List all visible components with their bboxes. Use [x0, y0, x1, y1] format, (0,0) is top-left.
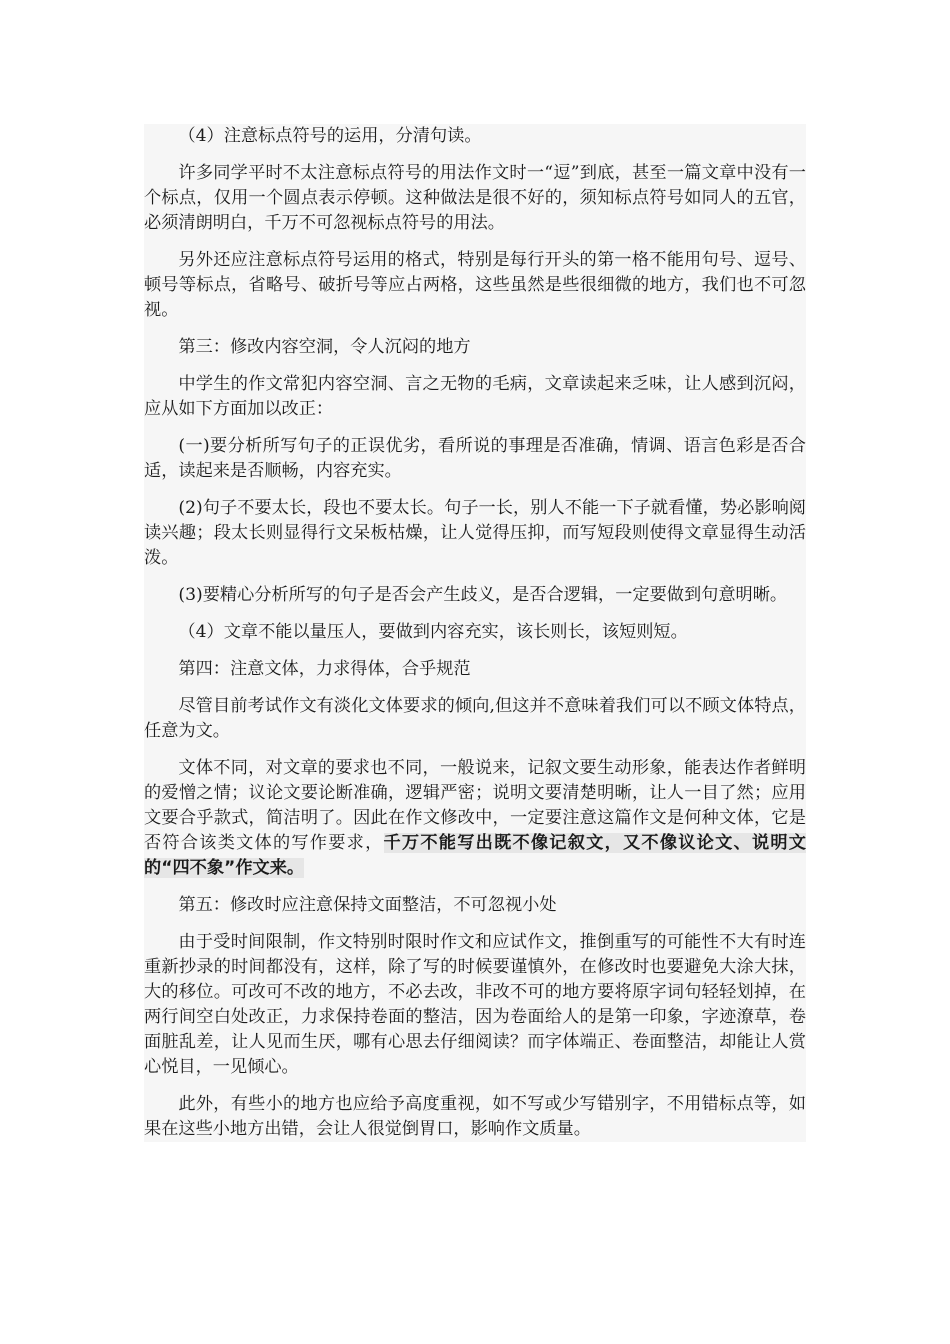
section-heading-three: 第三：修改内容空洞，令人沉闷的地方	[178, 337, 471, 357]
paragraph: 尽管目前考试作文有淡化文体要求的倾向,但这并不意味着我们可以不顾文体特点，任意为文。	[144, 696, 806, 741]
paragraph: 中学生的作文常犯内容空洞、言之无物的毛病，文章读起来乏味，让人感到沉闷，应从如下方面加以改正：	[144, 374, 806, 419]
paragraph: 另外还应注意标点符号运用的格式，特别是每行开头的第一格不能用句号、逗号、顿号等标点，省略号、破折号等应占两格，这些虽然是些很细微的地方，我们也不可忽视。	[144, 250, 806, 320]
list-item: (3)要精心分析所写的句子是否会产生歧义，是否合逻辑，一定要做到句意明晰。	[178, 585, 788, 605]
text-body	[144, 124, 806, 1142]
paragraph-text: 文体不同，对文章的要求也不同，一般说来，记叙文要生动形象，能表达作者鲜明的爱憎之情；议论文要论断准确，逻辑严密；说明文要清楚明晰，让人一目了然；应用文要合乎款式，简洁明了。因此在作文修改中，一定要注意这篇作文是何种文体，它是否符合该类文体的写作要求，	[144, 758, 806, 853]
section-heading-four: 第四：注意文体，力求得体，合乎规范	[178, 659, 471, 679]
list-item: （4）文章不能以量压人，要做到内容充实，该长则长，该短则短。	[178, 622, 688, 642]
paragraph-with-emphasis	[144, 756, 806, 881]
paragraph: 此外，有些小的地方也应给予高度重视，如不写或少写错别字，不用错标点等，如果在这些小地方出错，会让人很觉倒胃口，影响作文质量。	[144, 1094, 806, 1139]
list-item: (2)句子不要太长，段也不要太长。句子一长，别人不能一下子就看懂，势必影响阅读兴趣；段太长则显得行文呆板枯燥，让人觉得压抑，而写短段则使得文章显得生动活泼。	[144, 498, 806, 568]
paragraph: 由于受时间限制，作文特别时限时作文和应试作文，推倒重写的可能性不大有时连重新抄录的时间都没有，这样，除了写的时候要谨慎外，在修改时也要避免大涂大抹，大的移位。可改可不改的地方，不必去改，非改不可的地方要将原字词句轻轻划掉，在两行间空白处改正，力求保持卷面的整洁，因为卷面给人的是第一印象，字迹潦草，卷面脏乱差，让人见而生厌，哪有心思去仔细阅读？而字体端正、卷面整洁，却能让人赏心悦目，一见倾心。	[144, 932, 806, 1077]
list-item: (一)要分析所写句子的正误优劣，看所说的事理是否准确，情调、语言色彩是否合适，读起来是否顺畅，内容充实。	[144, 436, 806, 481]
emphasized-text: 千万不能写出既不像记叙文，又不像议论文、说明文的“四不象”作文来。	[144, 833, 806, 878]
section-heading-five: 第五：修改时应注意保持文面整洁，不可忽视小处	[178, 895, 557, 915]
paragraph: 许多同学平时不太注意标点符号的用法作文时一“逗”到底，甚至一篇文章中没有一个标点，仅用一个圆点表示停顿。这种做法是很不好的，须知标点符号如同人的五官，必须清朗明白，千万不可忽视标点符号的用法。	[144, 163, 806, 233]
paragraph-punctuation-heading: （4）注意标点符号的运用，分清句读。	[178, 126, 482, 146]
